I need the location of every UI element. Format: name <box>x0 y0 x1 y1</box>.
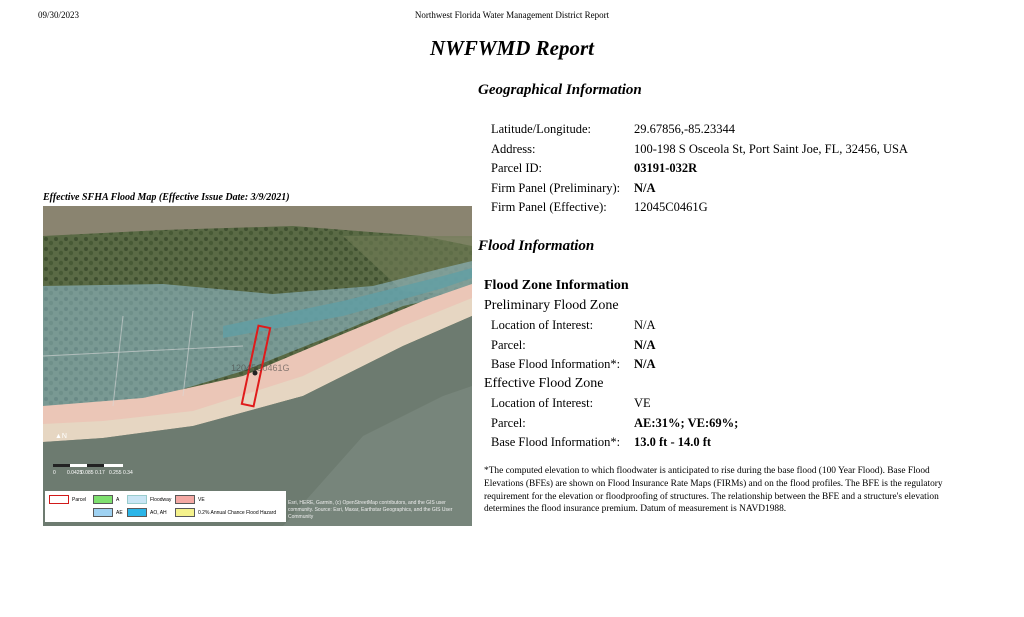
legend-swatch <box>93 508 113 517</box>
flood-info-title: Flood Information <box>478 238 595 254</box>
scale-tick-label: 0.0425 <box>67 470 83 476</box>
info-label: Parcel ID: <box>491 161 543 175</box>
scale-tick-label: 0.34 <box>123 470 133 476</box>
legend-swatch <box>175 508 195 517</box>
scale-tick-label: 0.255 <box>109 470 122 476</box>
info-label: Base Flood Information*: <box>491 435 621 449</box>
legend-label: A <box>116 496 120 503</box>
north-arrow-icon: ▲N <box>55 433 67 440</box>
info-value: N/A <box>634 357 656 371</box>
info-value: AE:31%; VE:69%; <box>634 415 739 430</box>
legend-item <box>93 495 119 504</box>
info-value: VE <box>634 396 651 410</box>
info-value: N/A <box>634 318 656 332</box>
info-label: Location of Interest: <box>491 318 594 332</box>
flood-zone-info-title: Flood Zone Information <box>484 278 629 293</box>
info-value: N/A <box>634 180 656 195</box>
info-label: Address: <box>491 141 536 156</box>
geographical-info-title: Geographical Information <box>478 82 642 98</box>
map-legend <box>45 491 286 522</box>
legend-label: AE <box>116 509 123 516</box>
legend-label: 0.2% Annual Chance Flood Hazard <box>198 509 277 516</box>
report-title: NWFWMD Report <box>430 36 594 60</box>
effective-flood-zone-title: Effective Flood Zone <box>484 376 604 391</box>
flood-map-image <box>43 206 472 526</box>
flood-map[interactable] <box>43 206 472 526</box>
legend-swatch <box>127 508 147 517</box>
info-label: Location of Interest: <box>491 396 594 410</box>
scale-tick-label: 0 <box>53 470 56 476</box>
legend-swatch <box>49 495 69 504</box>
legend-item <box>175 508 276 517</box>
panel-label: 12045C0461G <box>231 363 290 373</box>
legend-item <box>175 495 205 504</box>
legend-label: AO, AH <box>150 509 167 516</box>
legend-swatch <box>127 495 147 504</box>
info-value: 29.67856,-85.23344 <box>634 122 736 136</box>
legend-label: VE <box>198 496 205 503</box>
info-label: Parcel: <box>491 337 526 352</box>
legend-item <box>127 508 167 517</box>
info-label: Firm Panel (Preliminary): <box>491 180 621 195</box>
legend-item <box>49 495 86 504</box>
info-label: Firm Panel (Effective): <box>491 200 607 214</box>
legend-label: Floodway <box>150 496 172 503</box>
map-caption: Effective SFHA Flood Map (Effective Issue Date: 3/9/2021) <box>43 192 290 203</box>
report-date: 09/30/2023 <box>38 10 80 20</box>
info-label: Base Flood Information*: <box>491 357 621 371</box>
info-value: 12045C0461G <box>634 200 708 214</box>
info-value: N/A <box>634 337 656 352</box>
legend-swatch <box>93 495 113 504</box>
info-value: 13.0 ft - 14.0 ft <box>634 435 712 449</box>
info-value: 03191-032R <box>634 161 698 175</box>
info-label: Latitude/Longitude: <box>491 122 591 136</box>
scale-tick-label: 0.085 <box>81 470 94 476</box>
bfe-footnote: *The computed elevation to which floodwater is anticipated to rise during the base flood (100 Year Flood). Base Flood Elevations (BFEs) are shown on Flood Insurance Rate Maps (FIRMs) and on the flood profiles. The BFE is the regulatory requirement for the elevation or floodproofing of structures. The relationship between the BFE and a structure's elevation determines the flood insurance premium. Datum of measurement is NAVD1988. <box>484 466 943 515</box>
legend-swatch <box>175 495 195 504</box>
legend-item <box>127 495 171 504</box>
legend-label: Parcel <box>72 496 87 503</box>
legend-item <box>93 508 123 517</box>
info-label: Parcel: <box>491 415 526 430</box>
preliminary-flood-zone-title: Preliminary Flood Zone <box>484 298 619 313</box>
report-header-title: Northwest Florida Water Management District Report <box>414 10 610 20</box>
info-value: 100-198 S Osceola St, Port Saint Joe, FL, 32456, USA <box>634 141 908 156</box>
map-attribution: Esri, HERE, Garmin, (c) OpenStreetMap contributors, and the GIS user community. Source: Esri, Maxar, Earthstar Geographics, and the GIS User Community <box>288 500 453 520</box>
scale-tick-label: 0.17 <box>95 470 105 476</box>
